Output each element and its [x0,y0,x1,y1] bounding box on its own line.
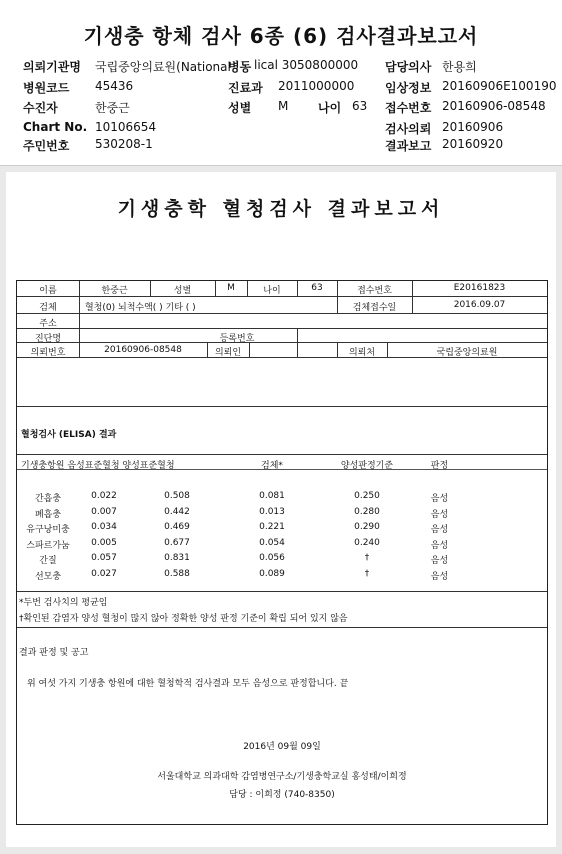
ward-label: 병동 [228,60,252,74]
chart-value: 10106654 [95,120,157,134]
requested-by-label: 의뢰처 [348,348,376,358]
cell-cutoff: 0.250 [354,491,380,501]
hospital-code-value: 45436 [95,79,134,93]
cell-pos: 0.831 [164,553,190,563]
cell-cutoff: 0.240 [354,537,380,548]
cell-sample: 0.089 [259,568,285,579]
note-dagger: †확인된 감염자 양성 혈청이 많지 않아 정확한 양성 판정 기준이 확립 되어 있지 않음 [19,614,348,624]
specimen-date-label: 검체접수일 [352,303,397,313]
cell-neg: 0.022 [91,491,117,501]
cell-neg: 0.007 [91,506,117,517]
cell-antigen: 간질 [39,556,57,566]
page-title: 기생충 항체 검사 6종 (6) 검사결과보고서 [83,24,479,48]
institution-label: 의뢰기관명 [23,60,81,74]
cell-result: 음성 [430,556,449,566]
dept-value: 2011000000 [278,79,355,93]
cell-cutoff: † [364,568,370,579]
cell-antigen: 스파르가눔 [26,540,70,551]
receipt-value: 20160906-08548 [442,99,546,113]
cell-sample: 0.054 [259,537,285,548]
receipt-label-cell: 접수번호 [357,286,392,296]
report-form [16,280,548,825]
cell-cutoff: 0.290 [354,522,380,532]
sex-label-cell: 성별 [173,286,192,296]
sex-value-cell: M [227,283,235,293]
report-title: 기생충학 혈청검사 결과보고서 [117,198,445,220]
cell-antigen: 폐흡충 [34,509,62,520]
col-pos: 양성표준혈청 [122,461,175,471]
cell-pos: 0.677 [164,537,190,548]
name-label: 이름 [39,286,57,296]
requested-by-value: 국립중앙의료원 [436,348,498,358]
address-label: 주소 [39,319,57,329]
clinical-value: 20160906E100190 [442,79,557,93]
col-cutoff: 양성판정기준 [340,461,394,471]
cell-sample: 0.221 [259,522,285,532]
report-date-label: 결과보고 [385,139,432,153]
doctor-value: 한용희 [442,60,477,74]
section-title: 혈청검사 (ELISA) 결과 [21,430,117,440]
report-date-value: 20160920 [442,137,504,151]
cell-cutoff: † [364,553,370,563]
institution-value: 국립중앙의료원(National [95,60,231,74]
sex-value: M [278,99,289,113]
rrn-value: 530208-1 [95,137,153,151]
cell-result: 음성 [430,494,449,504]
cell-antigen: 선모충 [34,571,62,582]
receipt-label: 접수번호 [385,101,432,115]
requester-label: 의뢰인 [214,348,242,358]
patient-label: 수진자 [23,101,58,115]
cell-pos: 0.508 [164,491,190,501]
request-date-value: 20160906 [442,120,504,134]
cell-pos: 0.469 [164,522,190,532]
request-date-label: 검사의뢰 [385,122,432,136]
cell-pos: 0.588 [164,568,190,579]
age-label-cell: 나이 [263,286,281,296]
doctor-label: 담당의사 [385,60,432,74]
age-label: 나이 [318,101,342,115]
cell-neg: 0.027 [91,568,117,579]
cell-antigen: 유구낭미충 [26,525,70,535]
contact: 담당 : 이희정 (740-8350) [229,790,335,800]
request-no-label: 의뢰번호 [30,348,66,358]
name-value: 한중근 [101,286,128,296]
specimen-date-value: 2016.09.07 [453,300,506,310]
sex-label: 성별 [228,101,252,115]
cell-neg: 0.057 [91,553,117,563]
cell-pos: 0.442 [164,506,190,517]
cell-sample: 0.013 [259,506,285,517]
chart-label: Chart No. [23,120,88,134]
receipt-value-cell: E20161823 [453,283,506,293]
age-value: 63 [352,99,368,113]
col-sample: 검체* [261,461,283,471]
col-antigen: 기생충항원 [21,461,65,471]
specimen-label: 검체 [39,303,57,313]
cell-sample: 0.056 [259,553,285,563]
ward-value: lical 3050800000 [254,58,359,72]
rrn-label: 주민번호 [23,139,70,153]
dept-label: 진료과 [228,81,263,95]
hospital-code-label: 병원코드 [23,81,70,95]
scanned-report [6,172,556,847]
col-neg: 음성표준혈청 [67,461,120,471]
cell-cutoff: 0.280 [354,506,380,517]
cell-result: 음성 [430,525,449,535]
conclusion-text: 위 여섯 가지 기생충 항원에 대한 혈청학적 검사결과 모두 음성으로 판정합니다. 끝 [27,679,349,689]
diagnosis-label: 진단명 [34,334,62,344]
conclusion-title: 결과 판정 및 공고 [19,648,89,658]
report-header [0,0,562,166]
cell-neg: 0.034 [91,522,117,532]
cell-neg: 0.005 [91,537,117,548]
report-date: 2016년 09월 09일 [243,742,321,752]
note-average: *두번 검사치의 평균임 [19,598,108,608]
cell-antigen: 간흡충 [34,494,62,504]
request-no-value: 20160906-08548 [104,345,182,355]
cell-result: 음성 [430,571,449,582]
registration-label: 등록번호 [219,334,255,344]
signature: 서울대학교 의과대학 감염병연구소/기생충학교실 홍성태/이희정 [157,772,407,782]
age-value-cell: 63 [311,283,323,293]
specimen-value: 혈청(0) 뇌척수액( ) 기타 ( ) [85,303,196,313]
col-result: 판정 [430,461,449,471]
cell-result: 음성 [430,509,449,520]
clinical-label: 임상정보 [385,81,432,95]
cell-result: 음성 [430,540,449,551]
patient-value: 한중근 [95,101,130,115]
cell-sample: 0.081 [259,491,285,501]
